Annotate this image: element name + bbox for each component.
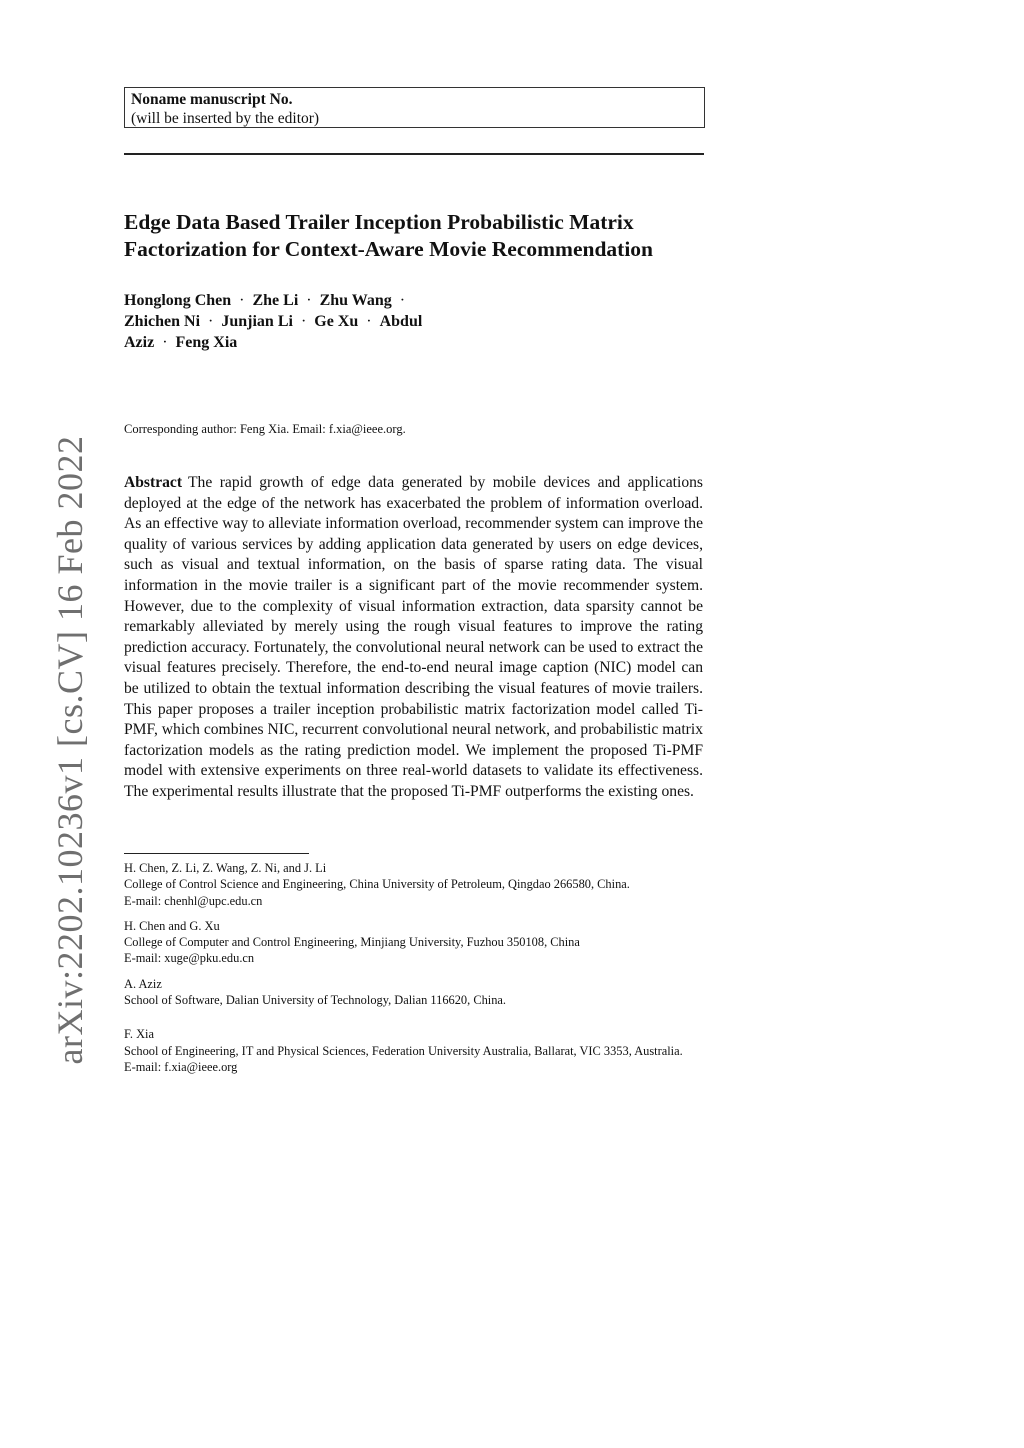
affiliation-institution: College of Computer and Control Engineering, Minjiang University, Fuzhou 350108, China [124, 935, 580, 950]
affiliation-institution: School of Software, Dalian University of Technology, Dalian 116620, China. [124, 993, 507, 1008]
author-name: Ge Xu [314, 313, 359, 330]
author-line-2 [124, 311, 704, 332]
arxiv-identifier-stamp: arXiv:2202.10236v1 [cs.CV] 16 Feb 2022 [50, 435, 90, 1065]
author-line-1 [124, 290, 704, 311]
affiliation-names: H. Chen and G. Xu [124, 918, 220, 933]
author-separator: · [399, 292, 406, 309]
author-separator: · [239, 292, 245, 309]
abstract-text: The rapid growth of edge data generated by mobile devices and applications deployed at the edge of the network has exacerbated the problem of information overload. As an effective way to alleviate information overload, recommender system can improve the quality of various services by adding application data generated by users on edge devices, such as visual and textual information, on the basis of sparse rating data. The visual information in the movie trailer is a significant part of the movie recommender system. However, due to the complexity of visual information extraction, data sparsity cannot be remarkably alleviated by merely using the rough visual features to improve the rating prediction accuracy. Fortunately, the convolutional neural network can be used to extract the visual features precisely. Therefore, the end-to-end neural image caption (NIC) model can be utilized to obtain the textual information describing the visual features of movie trailers. This paper proposes a trailer inception probabilistic matrix factorization model called Ti-PMF, which combines NIC, recurrent convolutional neural network, and probabilistic matrix factorization models as the rating prediction model. We implement the proposed Ti-PMF model with extensive experiments on three real-world datasets to validate its effectiveness. The experimental results illustrate that the proposed Ti-PMF outperforms the existing ones. [124, 474, 703, 800]
author-name: Zhichen Ni [124, 313, 201, 330]
affiliation-institution: College of Control Science and Engineering, China University of Petroleum, Qingdao 266580, China. [124, 877, 630, 892]
author-separator: · [306, 292, 312, 309]
affiliation-names: A. Aziz [124, 976, 162, 991]
author-name: Abdul [379, 313, 423, 330]
affiliation-names: H. Chen, Z. Li, Z. Wang, Z. Ni, and J. Li [124, 861, 327, 875]
affiliation-block [124, 1026, 704, 1075]
paper-title [124, 209, 704, 263]
affiliation-names: F. Xia [124, 1027, 154, 1042]
author-name: Honglong Chen [124, 292, 232, 309]
paper-title-line-1: Edge Data Based Trailer Inception Probabilistic Matrix [124, 210, 634, 234]
author-name: Feng Xia [175, 334, 238, 351]
author-separator: · [208, 313, 214, 330]
header-rule [124, 153, 704, 155]
abstract-label: Abstract [124, 474, 183, 491]
author-name: Aziz [124, 334, 155, 351]
affiliation-email: E-mail: chenhl@upc.edu.cn [124, 893, 263, 908]
author-line-3 [124, 332, 704, 353]
footnote-rule [124, 853, 309, 854]
affiliation-email: E-mail: xuge@pku.edu.cn [124, 951, 255, 966]
author-name: Zhe Li [252, 292, 299, 309]
author-separator: · [366, 313, 372, 330]
abstract-paragraph [124, 473, 703, 803]
author-separator: · [300, 313, 307, 330]
author-name: Zhu Wang [319, 292, 392, 309]
affiliation-email: E-mail: f.xia@ieee.org [124, 1059, 238, 1074]
author-list [124, 290, 704, 353]
manuscript-editor-note: (will be inserted by the editor) [131, 110, 320, 127]
affiliation-block [124, 860, 704, 909]
paper-title-line-2: Factorization for Context-Aware Movie Recommendation [124, 237, 653, 261]
affiliation-institution: School of Engineering, IT and Physical Sciences, Federation University Australia, Ballarat, VIC 3353, Australia. [124, 1043, 683, 1058]
corresponding-author-note: Corresponding author: Feng Xia. Email: f.xia@ieee.org. [124, 422, 406, 436]
affiliation-block [124, 918, 704, 967]
author-separator: · [162, 334, 168, 351]
author-name: Junjian Li [221, 313, 293, 330]
manuscript-number-label: Noname manuscript No. [131, 91, 293, 108]
manuscript-number-box [124, 87, 705, 128]
affiliation-block [124, 976, 704, 1009]
affiliation-footnotes [124, 860, 704, 1084]
